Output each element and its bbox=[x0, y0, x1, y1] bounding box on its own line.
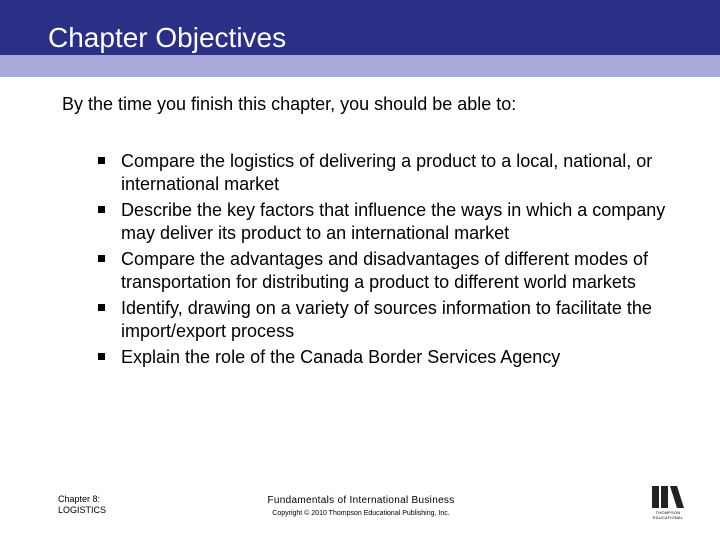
footer-chapter-name: LOGISTICS bbox=[58, 505, 107, 515]
logo-line-2: EDUCATIONAL bbox=[652, 515, 684, 520]
objectives-list bbox=[96, 150, 676, 372]
square-bullet-icon bbox=[98, 255, 105, 262]
objective-text: Explain the role of the Canada Border Services Agency bbox=[121, 347, 561, 367]
objective-text: Describe the key factors that influence the ways in which a company may deliver its product to an international market bbox=[121, 200, 666, 243]
footer-copyright: Copyright © 2010 Thompson Educational Publishing, Inc. bbox=[272, 510, 450, 517]
square-bullet-icon bbox=[98, 353, 105, 360]
square-bullet-icon bbox=[98, 206, 105, 213]
square-bullet-icon bbox=[98, 157, 105, 164]
accent-bar bbox=[0, 55, 720, 77]
objective-item bbox=[96, 199, 676, 245]
objective-item bbox=[96, 346, 676, 369]
publisher-logo-text bbox=[648, 510, 688, 520]
objective-text: Identify, drawing on a variety of sources information to facilitate the import/export process bbox=[121, 298, 652, 341]
square-bullet-icon bbox=[98, 304, 105, 311]
footer-chapter-number: Chapter 8: bbox=[58, 494, 101, 504]
objective-text: Compare the advantages and disadvantages of different modes of transportation for distributing a product to different world markets bbox=[121, 249, 649, 292]
objective-item bbox=[96, 297, 676, 343]
objective-item bbox=[96, 248, 676, 294]
objective-text: Compare the logistics of delivering a product to a local, national, or international market bbox=[121, 151, 653, 194]
title-bar bbox=[0, 0, 720, 55]
footer-book-title: Fundamentals of International Business bbox=[267, 495, 455, 506]
objective-item bbox=[96, 150, 676, 196]
logo-line-1: THOMPSON bbox=[655, 510, 681, 515]
slide-title: Chapter Objectives bbox=[48, 22, 287, 53]
publisher-logo-icon bbox=[652, 486, 684, 508]
intro-text: By the time you finish this chapter, you should be able to: bbox=[62, 94, 517, 114]
publisher-logo bbox=[648, 486, 688, 522]
footer-publication bbox=[206, 495, 516, 517]
footer-chapter bbox=[58, 494, 106, 516]
